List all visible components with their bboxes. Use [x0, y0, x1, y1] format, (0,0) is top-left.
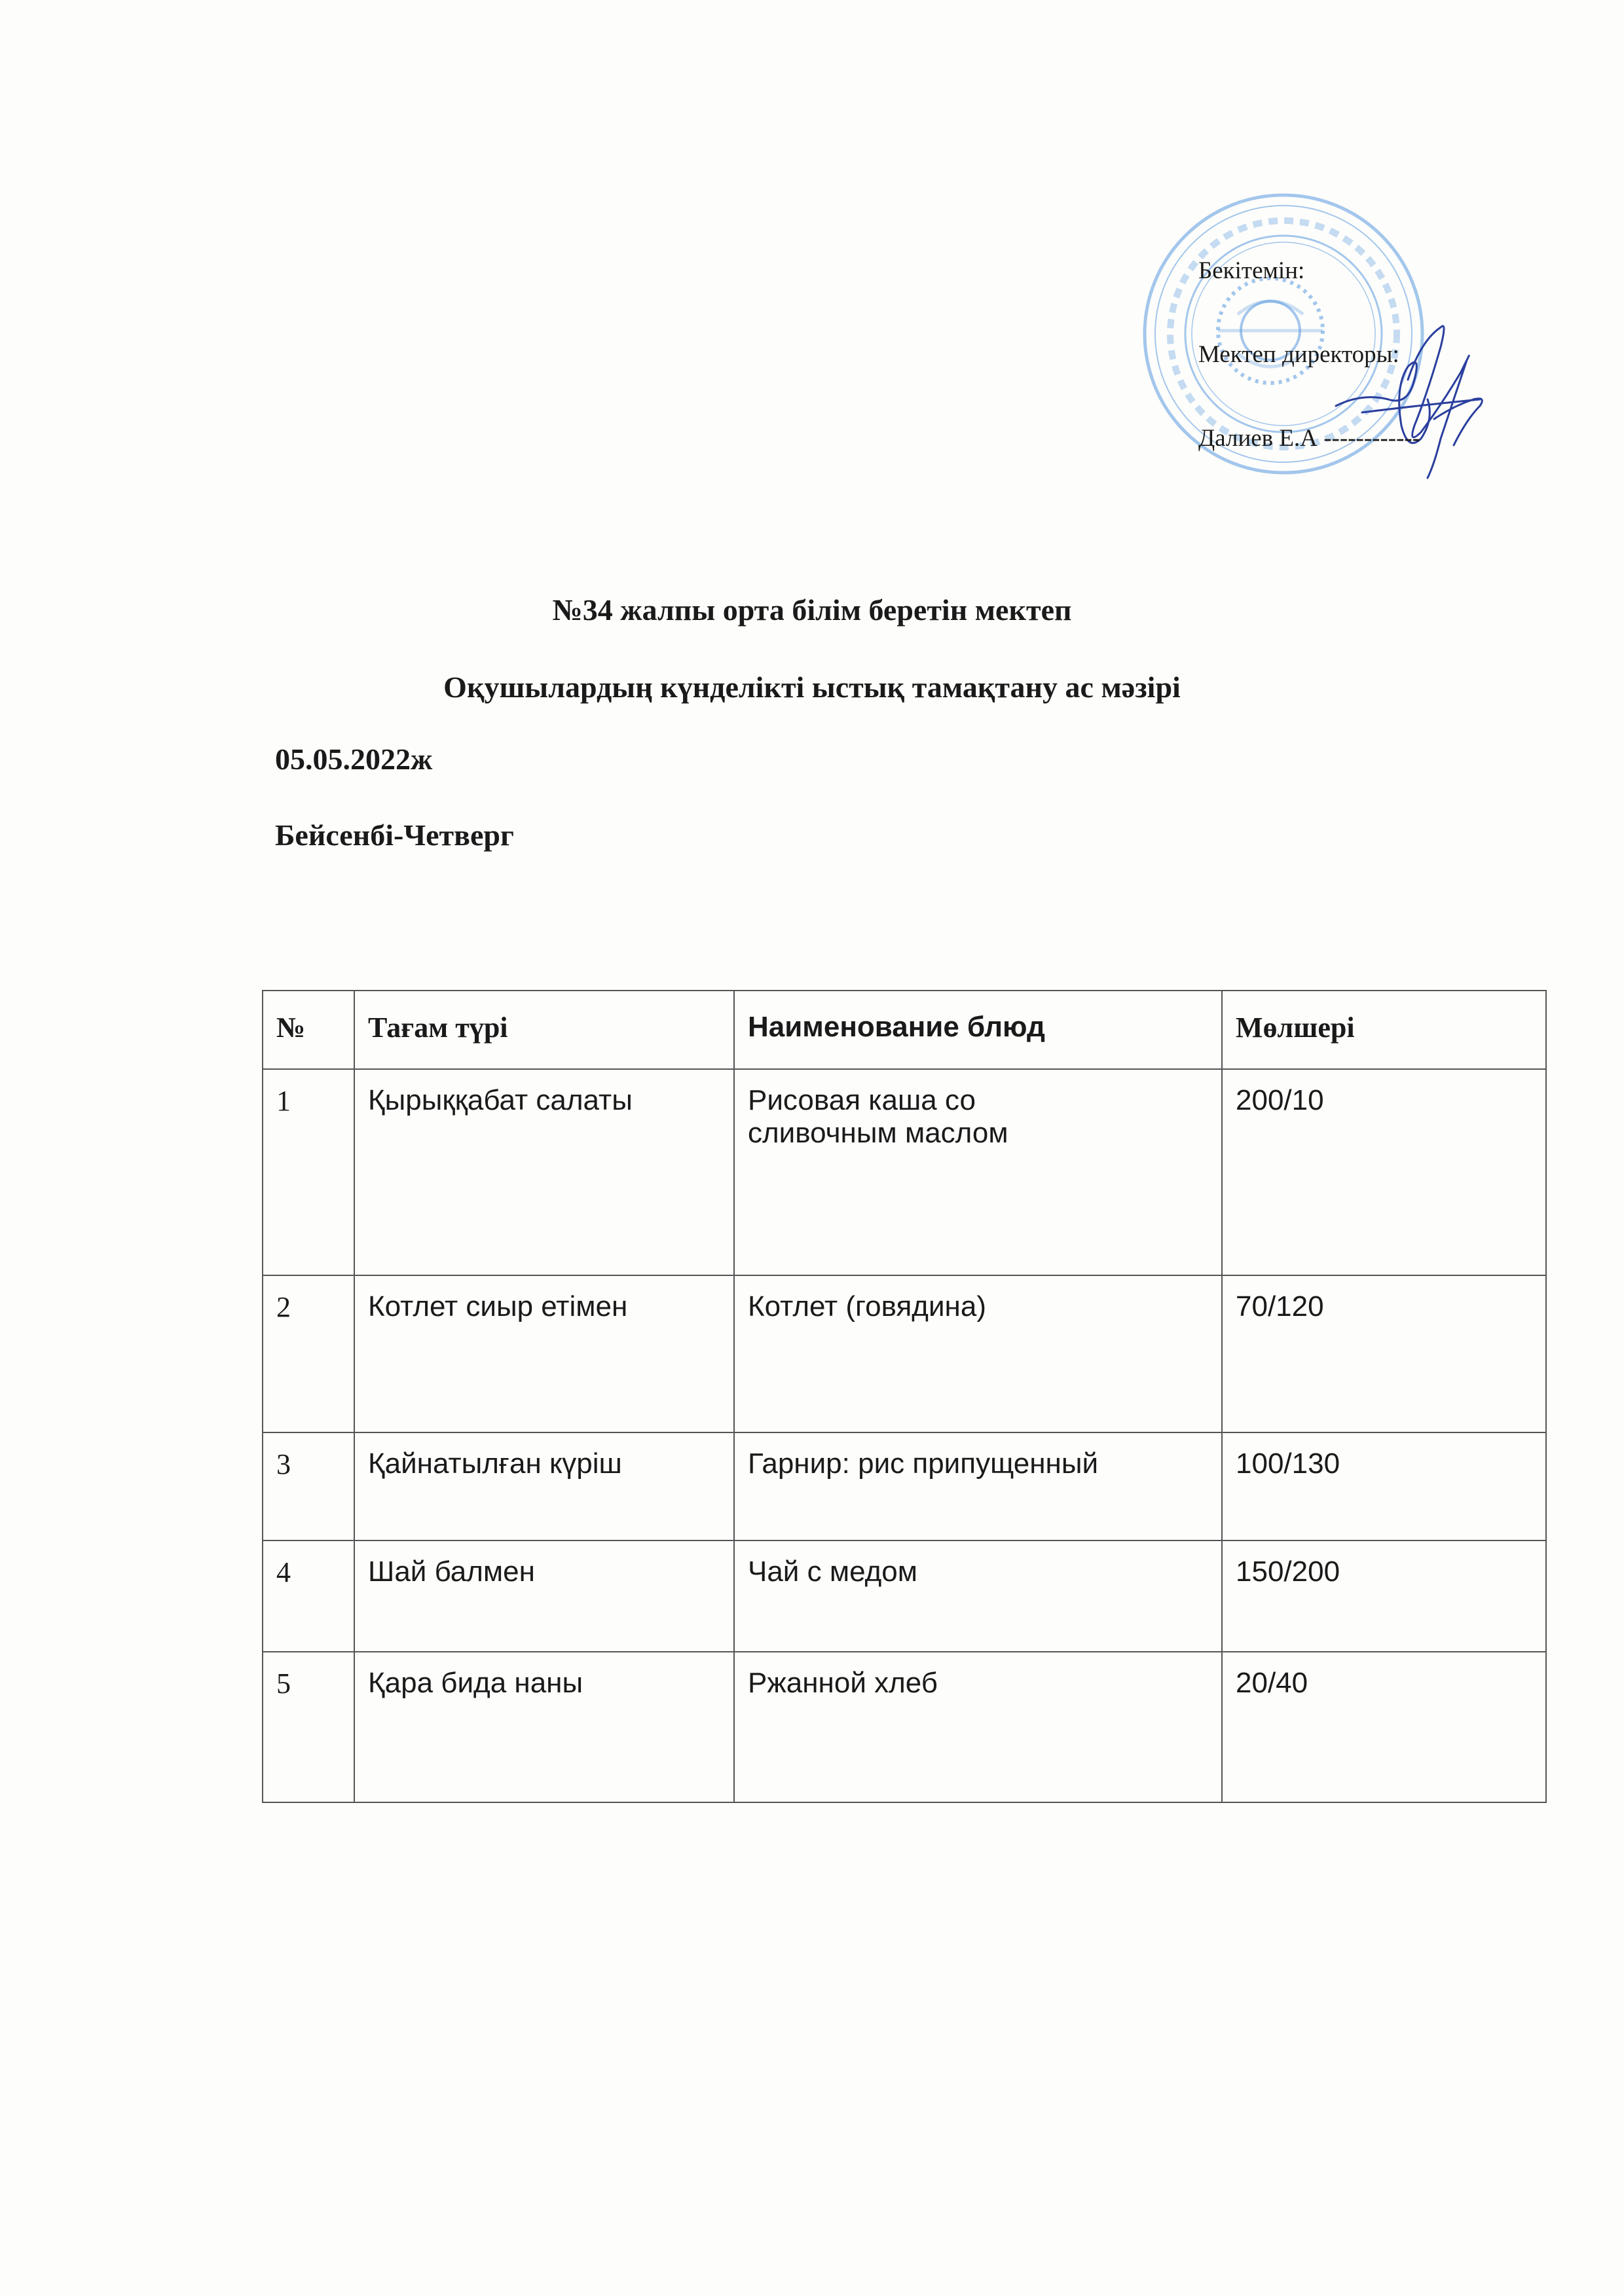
dish-type-kz: Котлет сиыр етімен [354, 1275, 734, 1432]
menu-day: Бейсенбі-Четверг [275, 818, 514, 852]
dish-name-line: Рисовая каша со [748, 1084, 976, 1116]
dish-type-kz: Қара бида наны [354, 1652, 734, 1802]
table-row [263, 1540, 1546, 1652]
table-row [263, 1652, 1546, 1802]
menu-table [262, 990, 1547, 1803]
portion: 150/200 [1222, 1540, 1546, 1652]
dish-name-ru: Ржанной хлеб [734, 1652, 1222, 1802]
director-name: Далиев Е.А ------------ [1198, 425, 1421, 452]
portion: 100/130 [1222, 1432, 1546, 1540]
dish-type-kz: Қырыққабат салаты [354, 1069, 734, 1275]
table-row [263, 1432, 1546, 1540]
row-number: 4 [263, 1540, 354, 1652]
dish-type-kz: Қайнатылған күріш [354, 1432, 734, 1540]
column-header-dish-name: Наименование блюд [734, 991, 1222, 1069]
portion: 70/120 [1222, 1275, 1546, 1432]
approval-block [1198, 257, 1420, 508]
dish-name-ru: Котлет (говядина) [734, 1275, 1222, 1432]
portion: 200/10 [1222, 1069, 1546, 1275]
table-header-row [263, 991, 1546, 1069]
column-header-dish-type: Тағам түрі [354, 991, 734, 1069]
dish-type-kz: Шай балмен [354, 1540, 734, 1652]
table-row [263, 1275, 1546, 1432]
dish-name-ru [734, 1069, 1222, 1275]
table-row [263, 1069, 1546, 1275]
menu-date: 05.05.2022ж [275, 742, 433, 776]
dish-name-line: сливочным маслом [748, 1117, 1008, 1149]
portion: 20/40 [1222, 1652, 1546, 1802]
dish-name-ru: Гарнир: рис припущенный [734, 1432, 1222, 1540]
menu-title: Оқушылардың күнделікті ыстық тамақтану ас мәзірі [443, 670, 1181, 704]
row-number: 3 [263, 1432, 354, 1540]
director-label: Мектеп директоры: [1198, 341, 1399, 368]
row-number: 1 [263, 1069, 354, 1275]
approval-label: Бекітемін: [1198, 257, 1305, 284]
school-title: №34 жалпы орта білім беретін мектеп [552, 593, 1072, 627]
column-header-portion: Мөлшері [1222, 991, 1546, 1069]
row-number: 5 [263, 1652, 354, 1802]
dish-name-ru: Чай с медом [734, 1540, 1222, 1652]
column-header-number: № [263, 991, 354, 1069]
row-number: 2 [263, 1275, 354, 1432]
